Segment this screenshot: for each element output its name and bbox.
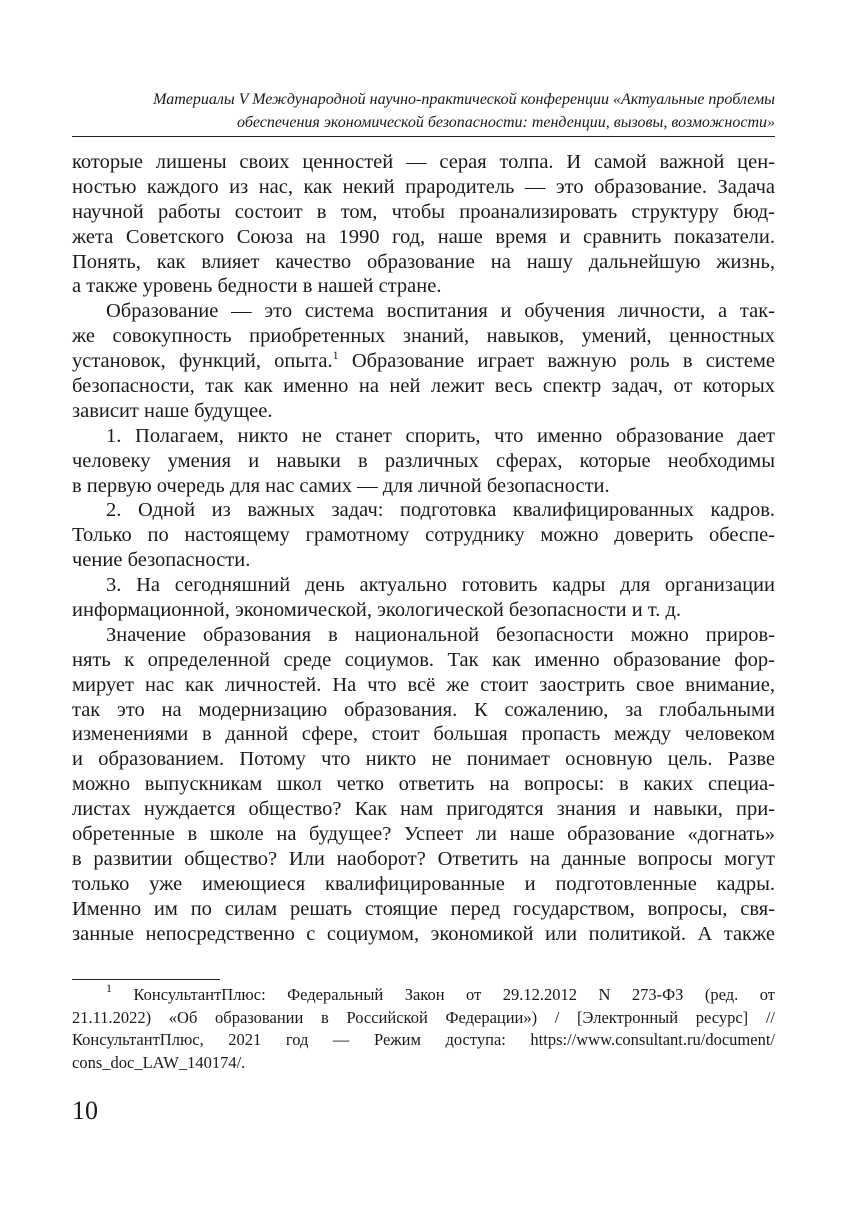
text-line: 2. Одной из важных задач: подготовка квалифицированных кадров. bbox=[106, 499, 775, 522]
text-line: информационной, экономической, экологической безопасности и т. д. bbox=[72, 599, 682, 622]
footnote-text: КонсультантПлюс: Федеральный Закон от 29.12.2012 N 273-ФЗ (ред. от bbox=[133, 985, 776, 1004]
text-line: зависит наше будущее. bbox=[72, 399, 273, 422]
footnote-line bbox=[72, 981, 776, 1007]
paragraph-4 bbox=[72, 498, 775, 573]
text-line: мирует нас как личностей. На что всё же стоит заострить свое внимание, bbox=[72, 673, 775, 696]
paragraph-5 bbox=[72, 573, 775, 623]
footnote-line: КонсультантПлюс, 2021 год — Режим доступа: https://www.consultant.ru/document/ bbox=[72, 1030, 775, 1049]
text-line: можно выпускникам школ четко ответить на вопросы: в каких специа- bbox=[72, 773, 775, 796]
text-line: так это на модернизацию образования. К сожалению, за глобальными bbox=[72, 698, 775, 721]
header-rule bbox=[72, 136, 775, 137]
footnote-line: 21.11.2022) «Об образовании в Российской Федерации») / [Электронный ресурс] // bbox=[72, 1007, 775, 1027]
text-line: занные непосредственно с социумом, экономикой или политикой. А также bbox=[72, 922, 775, 945]
text-line: жета Советского Союза на 1990 год, наше время и сравнить показатели. bbox=[72, 225, 775, 248]
footnote-reference: 1 bbox=[332, 348, 339, 363]
text-line: нять к определенной среде социумов. Так как именно образование фор- bbox=[72, 648, 775, 671]
text-line: 1. Полагаем, никто не станет спорить, что именно образование дает bbox=[106, 424, 775, 447]
text-line: а также уровень бедности в нашей стране. bbox=[72, 275, 442, 298]
paragraph-2 bbox=[72, 299, 775, 423]
text-line: Именно им по силам решать стоящие перед государством, вопросы, свя- bbox=[72, 897, 775, 920]
text-line: чение безопасности. bbox=[72, 549, 251, 572]
paragraph-3 bbox=[72, 424, 775, 499]
page-number: 10 bbox=[72, 1096, 98, 1125]
text-line: научной работы состоит в том, чтобы проанализировать структуру бюд- bbox=[72, 200, 775, 223]
text-line: 3. На сегодняшний день актуально готовить кадры для организации bbox=[106, 574, 775, 597]
footnote-marker: 1 bbox=[106, 981, 112, 995]
text-line: которые лишены своих ценностей — серая толпа. И самой важной цен- bbox=[72, 151, 775, 173]
footnote-line: cons_doc_LAW_140174/. bbox=[72, 1052, 246, 1072]
text-line: Значение образования в национальной безопасности можно приров- bbox=[106, 623, 775, 646]
text-line: листах нуждается общество? Как нам пригодятся знания и навыки, при- bbox=[72, 798, 775, 821]
footnote bbox=[72, 981, 776, 1074]
text-line: обретенные в школе на будущее? Успеет ли наше образование «догнать» bbox=[72, 823, 775, 846]
text-line-with-footnote bbox=[72, 349, 775, 374]
text-segment: Образование играет важную роль в системе bbox=[351, 350, 776, 373]
text-line: Только по настоящему грамотному сотруднику можно доверить обеспе- bbox=[72, 524, 775, 547]
footnote-rule bbox=[72, 979, 220, 980]
text-line: в развитии общество? Или наоборот? Ответить на данные вопросы могут bbox=[72, 847, 775, 870]
paragraph-6 bbox=[72, 623, 775, 947]
body-text bbox=[72, 150, 775, 947]
text-line: в первую очередь для нас самих — для личной безопасности. bbox=[72, 474, 610, 497]
header-line-1: Материалы V Международной научно-практической конференции «Актуальные проблемы bbox=[153, 91, 775, 108]
text-segment: установок, функций, опыта. bbox=[72, 350, 333, 373]
text-line: и образованием. Потому что никто не понимает основную цель. Разве bbox=[72, 748, 775, 771]
running-header bbox=[72, 88, 775, 134]
text-line: безопасности, так как именно на ней лежит весь спектр задач, от которых bbox=[72, 375, 775, 398]
text-line: только уже имеющиеся квалифицированные и подготовленные кадры. bbox=[72, 872, 775, 895]
text-line: изменениями в данной сфере, стоит большая пропасть между человеком bbox=[72, 723, 775, 746]
header-line-2: обеспечения экономической безопасности: тенденции, вызовы, возможности» bbox=[237, 114, 775, 131]
text-line: ностью каждого из нас, как некий прародитель — это образование. Задача bbox=[72, 175, 775, 198]
text-line: же совокупность приобретенных знаний, навыков, умений, ценностных bbox=[72, 325, 775, 348]
text-line: Образование — это система воспитания и обучения личности, а так- bbox=[106, 300, 775, 323]
paragraph-1 bbox=[72, 150, 775, 299]
text-line: человеку умения и навыки в различных сферах, которые необходимы bbox=[72, 449, 775, 472]
text-line: Понять, как влияет качество образование на нашу дальнейшую жизнь, bbox=[72, 250, 775, 273]
